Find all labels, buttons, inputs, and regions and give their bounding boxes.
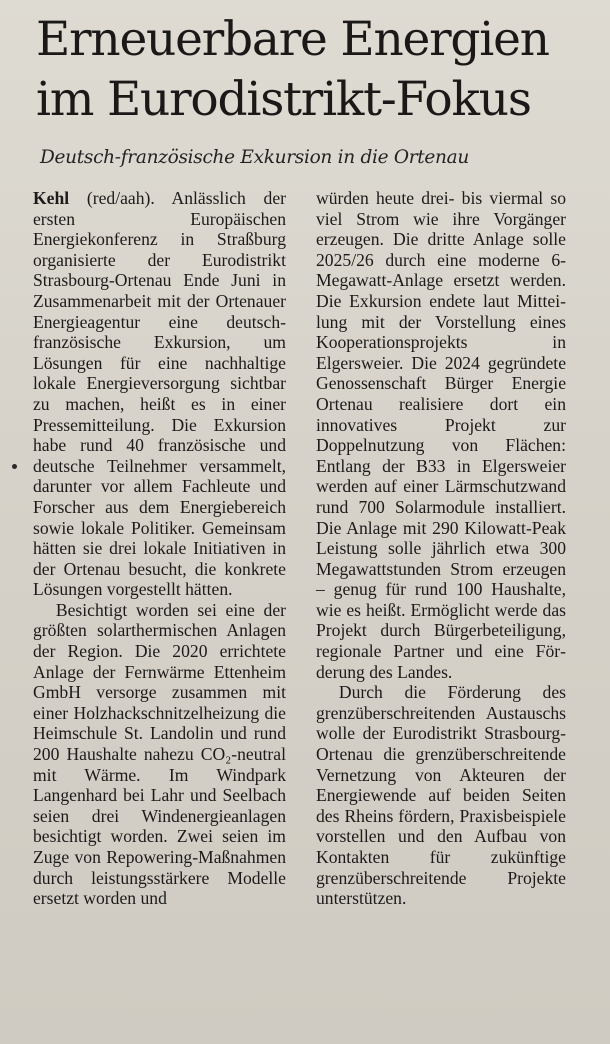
- article-column-right: [316, 188, 566, 909]
- headline: Erneuerbare Energien im Eurodistrikt-Fokus: [36, 12, 549, 127]
- subheadline: Deutsch-französische Exkursion in die Ortenau: [40, 147, 469, 168]
- paragraph: Besichtigt worden sei eine der größten solarthermischen Anlagen der Region. Die 2020 errichtete Anlage der Fernwärme Ettenheim GmbH versorge zusammen mit einer Holzhackschnitzelheizung die Heimschule St. Landolin und rund 200 Haushalte nahezu CO₂-neutral mit Wärme. Im Windpark Langenhard bei Lahr und Seelbach seien drei Windenergieanlagen besichtigt worden. Zwei seien im Zuge von Repowering-Maßnahmen durch leistungsstärkere Modelle ersetzt worden und: [33, 599, 286, 909]
- paragraph: [33, 188, 286, 600]
- dateline: Kehl: [33, 188, 70, 208]
- paragraph: würden heute drei- bis viermal so viel Strom wie ihre Vorgänger erzeugen. Die dritte Anlage solle 2025/26 durch eine moderne 6-Megawatt-Anlage ersetzt werden. Die Exkursion endete laut Mitteilung mit der Vorstellung eines Kooperationsprojekts in Elgersweier. Die 2024 gegründete Genossenschaft Bürger Energie Ortenau realisiere dort ein innovatives Projekt zur Doppelnutzung von Flächen: Entlang der B33 in Elgersweier werden auf einer Lärmschutzwand rund 700 Solarmodule installiert. Die Anlage mit 290 Kilowatt-Peak Leistung solle jährlich etwa 300 Megawattstunden Strom erzeugen – genug für rund 100 Haushalte, wie es heißt. Ermöglicht werde das Projekt durch Bürgerbeteiligung, regionale Partner und eine Förderung des Landes.: [316, 188, 566, 682]
- article-column-left: [33, 188, 286, 909]
- margin-dot-icon: [12, 464, 17, 469]
- paragraph-text: (red/aah). Anlässlich der ersten Europäischen Energiekonferenz in Straßburg organisierte der Eurodistrikt Strasbourg-Ortenau Ende Juni in Zusammenarbeit mit der Ortenauer Energieagentur eine deutsch-französische Exkursion, um Lösungen für eine nachhaltige lokale Energieversorgung sichtbar zu machen, heißt es in einer Pressemitteilung. Die Exkursion habe rund 40 französische und deutsche Teilnehmer versammelt, darunter vor allem Fachleute und Forscher aus dem Energiebereich sowie lokale Politiker. Gemeinsam hätten sie drei lokale Initiativen in der Ortenau besucht, die konkrete Lösungen vorgestellt hätten.: [33, 188, 287, 600]
- paragraph: Durch die Förderung des grenzüberschreitenden Austauschs wolle der Eurodistrikt Strasbourg-Ortenau die grenzüberschreitende Vernetzung von Akteuren der Energiewende auf beiden Seiten des Rheins fördern, Praxisbeispiele vorstellen und den Aufbau von Kontakten für zukünftige grenzüberschreitende Projekte unterstützen.: [316, 682, 566, 909]
